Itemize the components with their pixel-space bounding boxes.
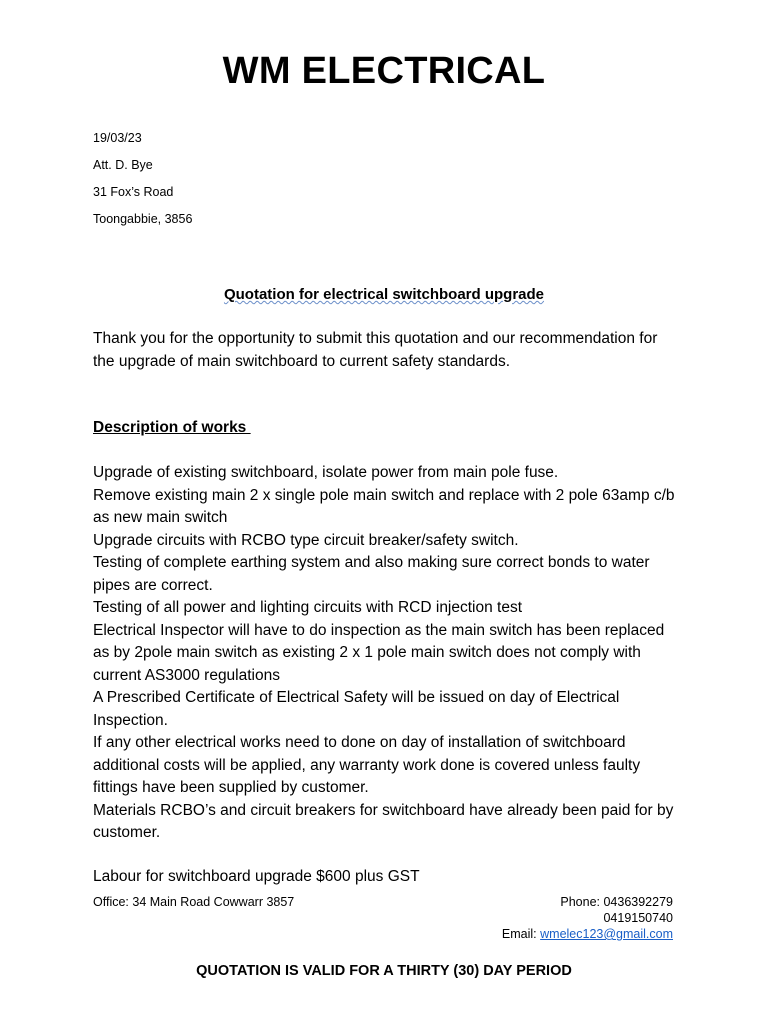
quote-date: 19/03/23 [93,131,142,145]
attention-line: Att. D. Bye [93,158,153,172]
works-item: If any other electrical works need to done on day of installation of switchboard additional costs will be applied, any warranty work done is covered unless faulty fittings have been supplied by customer. [93,734,641,796]
works-item: Materials RCBO’s and circuit breakers for switchboard have already been paid for by customer. [93,801,674,841]
works-item: Electrical Inspector will have to do inspection as the main switch has been replaced as by 2pole main switch as existing 2 x 1 pole main switch does not comply with current AS3000 regulations [93,621,665,684]
works-item: A Prescribed Certificate of Electrical Safety will be issued on day of Electrical Inspection. [93,689,620,729]
labour-cost: Labour for switchboard upgrade $600 plus GST [93,868,420,885]
subject-text: Quotation for electrical switchboard upgrade [223,286,545,303]
works-item: Upgrade circuits with RCBO type circuit breaker/safety switch. [93,531,519,549]
email-label: Email: [501,927,541,941]
works-item: Testing of all power and lighting circuits with RCD injection test [93,599,523,616]
validity-notice: QUOTATION IS VALID FOR A THIRTY (30) DAY PERIOD [196,963,572,979]
intro-paragraph: Thank you for the opportunity to submit this quotation and our recommendation for the upgrade of main switchboard to current safety standards. [93,330,658,370]
description-heading: Description of works [93,419,251,436]
contact-block [502,894,673,942]
office-address: Office: 34 Main Road Cowwarr 3857 [93,895,295,909]
works-item: Testing of complete earthing system and also making sure correct bonds to water pipes are correct. [93,554,650,594]
phone-number: Phone: 0436392279 [560,895,673,909]
works-item: Upgrade of existing switchboard, isolate power from main pole fuse. [93,464,559,481]
suburb-address: Toongabbie, 3856 [93,212,193,226]
phone-number-secondary: 0419150740 [603,911,673,925]
email-line [502,926,673,942]
works-item: Remove existing main 2 x single pole main switch and replace with 2 pole 63amp c/b as new main switch [93,486,675,526]
email-link[interactable]: wmelec123@gmail.com [540,927,673,941]
street-address: 31 Fox’s Road [93,185,174,199]
works-list [93,462,683,845]
subject-heading [0,285,768,305]
company-title: WM ELECTRICAL [222,50,546,92]
